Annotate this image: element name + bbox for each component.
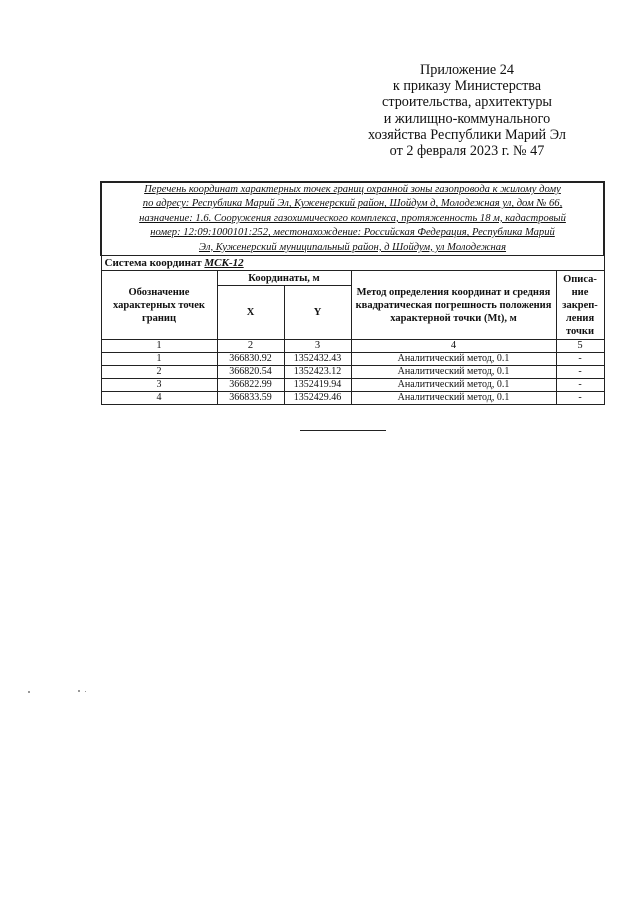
coordinate-system-value: МСК-12 [204, 256, 244, 269]
header-line: к приказу Министерства [392, 78, 542, 95]
x-cell: 366822.99 [217, 379, 284, 392]
y-cell: 1352423.12 [284, 366, 351, 379]
column-number: 3 [284, 340, 351, 353]
title-line: Эл, Куженерский муниципальный район, д Шойдум, ул Молодежная [198, 241, 507, 253]
coordinate-system-label: Система координат [104, 256, 202, 269]
appendix-header [348, 62, 586, 159]
table-row [101, 366, 604, 379]
coordinates-table-frame [100, 181, 603, 404]
x-cell: 366833.59 [217, 392, 284, 405]
x-cell: 366820.54 [217, 366, 284, 379]
point-cell: 1 [101, 353, 217, 366]
point-cell: 4 [101, 392, 217, 405]
description-cell: - [556, 392, 604, 405]
title-line: назначение: 1.6. Сооружения газохимического комплекса, протяженность 18 м, кадастровый [139, 212, 566, 224]
column-number: 1 [101, 340, 217, 353]
column-number: 5 [556, 340, 604, 353]
scan-speck [85, 691, 86, 692]
header-line: строительства, архитектуры [382, 94, 552, 111]
header-coordinates: Координаты, м [217, 271, 351, 286]
header-point-designation: Обозначение характерных точек границ [101, 271, 217, 340]
scan-speck [28, 691, 30, 693]
coordinates-table [100, 181, 605, 405]
method-cell: Аналитический метод, 0.1 [351, 353, 556, 366]
table-row [101, 379, 604, 392]
column-number: 2 [217, 340, 284, 353]
table-title [101, 182, 604, 256]
method-cell: Аналитический метод, 0.1 [351, 379, 556, 392]
y-cell: 1352429.46 [284, 392, 351, 405]
y-cell: 1352419.94 [284, 379, 351, 392]
header-line: хозяйства Республики Марий Эл [368, 126, 566, 143]
description-cell: - [556, 379, 604, 392]
description-cell: - [556, 353, 604, 366]
header-x: X [217, 286, 284, 340]
point-cell: 3 [101, 379, 217, 392]
coordinate-system-row [101, 256, 604, 271]
scan-speck [78, 690, 80, 692]
point-cell: 2 [101, 366, 217, 379]
end-of-document-rule [300, 430, 386, 431]
method-cell: Аналитический метод, 0.1 [351, 392, 556, 405]
method-cell: Аналитический метод, 0.1 [351, 366, 556, 379]
title-line: номер: 12:09:1000101:252, местонахождение: Российская Федерация, Республика Марий [150, 227, 555, 239]
title-line: по адресу: Республика Марий Эл, Куженерский район, Шойдум д, Молодежная ул, дом № 66, [142, 198, 563, 210]
table-row [101, 392, 604, 405]
title-line: Перечень координат характерных точек границ охранной зоны газопровода к жилому дому [144, 184, 561, 195]
description-cell: - [556, 366, 604, 379]
header-y: Y [284, 286, 351, 340]
header-fixing-description: Описа-ние закреп-ления точки [556, 271, 604, 340]
x-cell: 366830.92 [217, 353, 284, 366]
y-cell: 1352432.43 [284, 353, 351, 366]
table-row [101, 353, 604, 366]
header-line: от 2 февраля 2023 г. № 47 [389, 143, 545, 160]
header-method: Метод определения координат и средняя квадратическая погрешность положения характерной точки (Mt), м [351, 271, 556, 340]
header-line: и жилищно-коммунального [383, 110, 551, 127]
header-line: Приложение 24 [420, 62, 514, 78]
column-number: 4 [351, 340, 556, 353]
